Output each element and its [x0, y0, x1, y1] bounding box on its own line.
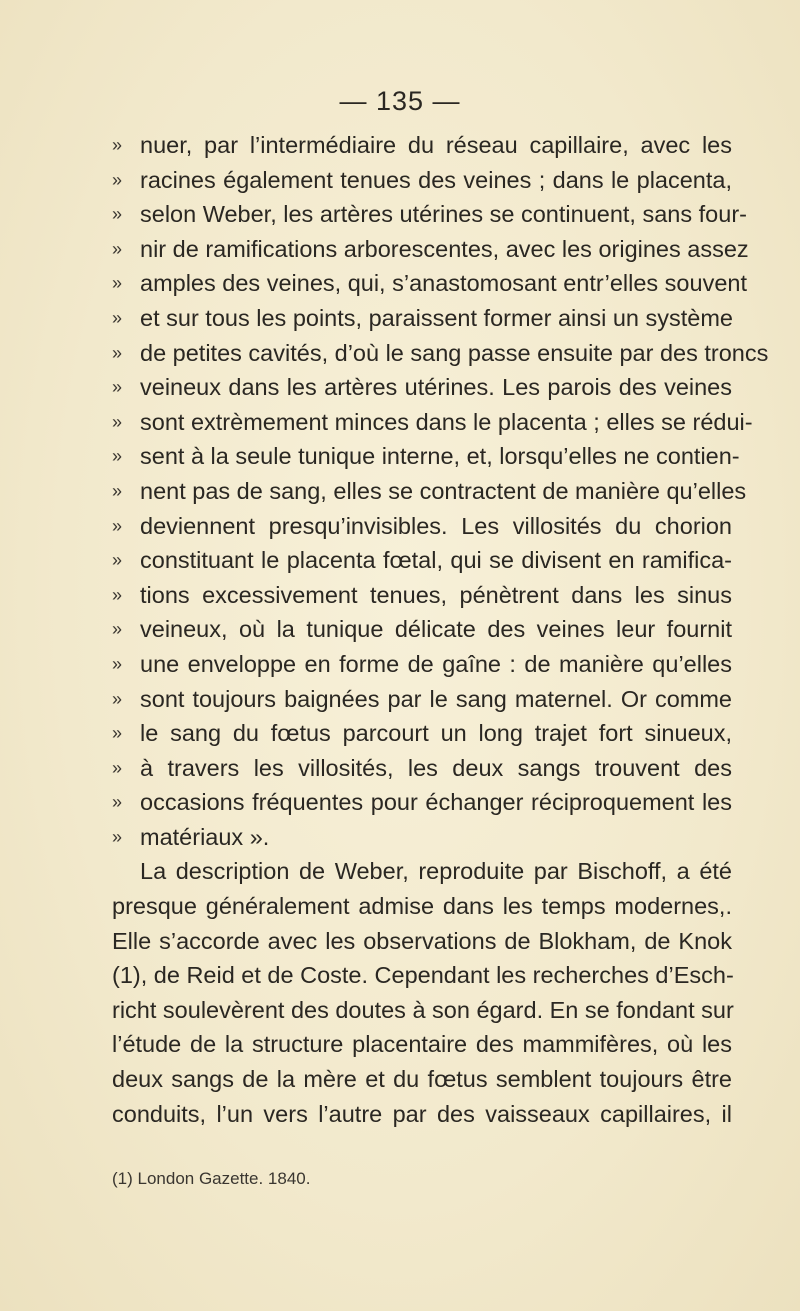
page-number: — 135 — — [339, 86, 461, 116]
text-line — [112, 266, 747, 301]
quote-mark: » — [112, 135, 123, 155]
line-text: sont extrèmement minces dans le placenta ; elles se rédui- — [140, 408, 753, 435]
text-line — [112, 751, 732, 786]
quote-mark: » — [112, 377, 123, 398]
line-text: amples des veines, qui, s’anastomosant entr’elles souvent — [140, 270, 747, 297]
line-text: richt soulevèrent des doutes à son égard. En se fondant sur — [112, 996, 734, 1023]
line-text: veineux dans les artères utérines. Les parois des veines — [140, 374, 732, 401]
line-text: veineux, où la tunique délicate des veines leur fournit — [140, 616, 732, 643]
quote-mark: » — [112, 826, 123, 847]
text-line — [112, 405, 753, 440]
text-line — [112, 474, 747, 509]
text-line — [112, 889, 732, 924]
line-text: le sang du fœtus parcourt un long trajet fort sinueux, — [140, 720, 732, 747]
line-text: constituant le placenta fœtal, qui se divisent en ramifica- — [140, 547, 732, 574]
text-line — [112, 128, 732, 163]
text-line — [112, 612, 732, 647]
quote-mark: » — [112, 792, 123, 813]
quote-mark: » — [112, 480, 123, 501]
line-text: l’étude de la structure placentaire des mammifères, où les — [112, 1031, 732, 1058]
body-text — [112, 128, 769, 1131]
line-text: sent à la seule tunique interne, et, lorsqu’elles ne contien- — [140, 443, 740, 470]
line-text: selon Weber, les artères utérines se continuent, sans four- — [140, 201, 747, 228]
line-text: racines également tenues des veines ; dans le placenta, — [140, 166, 732, 193]
text-line — [112, 682, 732, 717]
quote-mark: » — [112, 446, 123, 467]
line-text: de petites cavités, d’où le sang passe ensuite par des troncs — [140, 339, 769, 366]
quote-mark: » — [112, 619, 123, 640]
line-text: nir de ramifications arborescentes, avec les origines assez — [140, 235, 749, 262]
line-text: et sur tous les points, paraissent former ainsi un système — [140, 304, 733, 331]
line-text: à travers les villosités, les deux sangs trouvent des — [140, 754, 732, 781]
quote-mark: » — [112, 307, 123, 328]
quote-mark: » — [112, 653, 123, 674]
quote-mark: » — [112, 584, 123, 605]
text-line — [112, 1097, 732, 1132]
line-text: nuer, par l’intermédiaire du réseau capillaire, avec les — [140, 132, 732, 158]
quote-mark: » — [112, 688, 123, 709]
quote-mark: » — [112, 515, 123, 536]
quote-mark: » — [112, 204, 123, 225]
line-text: sont toujours baignées par le sang maternel. Or comme — [140, 685, 732, 712]
text-line — [112, 370, 732, 405]
text-line — [112, 232, 749, 267]
quote-mark: » — [112, 411, 123, 432]
text-line — [112, 924, 732, 959]
line-text: Elle s’accorde avec les observations de Blokham, de Knok — [112, 927, 732, 954]
text-line — [112, 958, 732, 993]
line-text: nent pas de sang, elles se contractent de manière qu’elles — [140, 477, 747, 504]
footnote: (1) London Gazette. 1840. — [112, 1169, 311, 1188]
line-text: matériaux ». — [140, 823, 270, 850]
line-text: une enveloppe en forme de gaîne : de manière qu’elles — [140, 650, 732, 677]
line-text: La description de Weber, reproduite par Bischoff, a été — [140, 858, 732, 885]
text-line — [112, 439, 740, 474]
text-line — [112, 785, 732, 820]
text-line — [112, 578, 732, 613]
text-line — [112, 1027, 732, 1062]
text-line — [112, 543, 732, 578]
text-line — [112, 820, 732, 855]
quote-mark: » — [112, 757, 123, 778]
line-text: occasions fréquentes pour échanger réciproquement les — [140, 789, 732, 816]
text-line — [112, 509, 732, 544]
text-line — [112, 197, 747, 232]
line-text: presque généralement admise dans les temps modernes,. — [112, 893, 732, 920]
text-line — [112, 993, 732, 1028]
quote-mark: » — [112, 238, 123, 259]
line-text: conduits, l’un vers l’autre par des vaisseaux capillaires, il — [112, 1100, 732, 1127]
line-text: tions excessivement tenues, pénètrent dans les sinus — [140, 581, 732, 608]
text-line — [112, 1062, 732, 1097]
quote-mark: » — [112, 342, 123, 363]
line-text: (1), de Reid et de Coste. Cependant les recherches d’Esch- — [112, 962, 734, 989]
quote-mark: » — [112, 550, 123, 571]
quoted-paragraph — [112, 128, 769, 854]
text-line — [112, 301, 732, 336]
text-line — [112, 716, 732, 751]
text-line — [112, 336, 769, 371]
quote-mark: » — [112, 723, 123, 744]
line-text: deux sangs de la mère et du fœtus semblent toujours être — [112, 1066, 732, 1093]
line-text: deviennent presqu’invisibles. Les villosités du chorion — [140, 512, 732, 539]
body-paragraph — [112, 854, 732, 1131]
text-line — [112, 163, 732, 198]
quote-mark: » — [112, 273, 123, 294]
text-line — [112, 854, 732, 889]
quote-mark: » — [112, 169, 123, 190]
text-line — [112, 647, 732, 682]
